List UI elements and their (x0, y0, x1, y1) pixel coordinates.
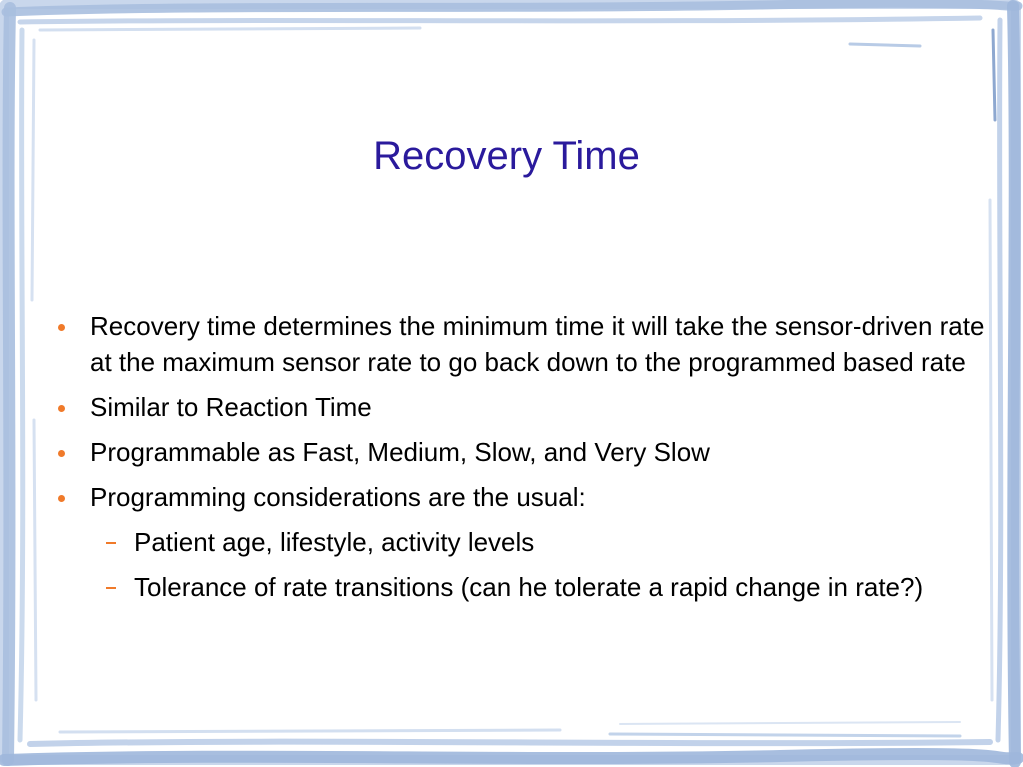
bullet-item (56, 479, 991, 515)
bullet-dot-icon (58, 324, 65, 331)
bullet-dot-icon (58, 495, 65, 502)
bullet-item (56, 308, 991, 380)
bullet-item (56, 434, 991, 470)
sub-bullet-item (56, 524, 991, 560)
sub-bullet-text: Patient age, lifestyle, activity levels (134, 527, 535, 557)
sub-bullet-dash-icon (106, 587, 116, 589)
sub-bullet-dash-icon (106, 542, 116, 544)
bullet-text: Similar to Reaction Time (90, 392, 372, 422)
bullet-item (56, 389, 991, 425)
bullet-text: Programmable as Fast, Medium, Slow, and Very Slow (90, 437, 710, 467)
slide-title: Recovery Time (373, 134, 640, 178)
sub-bullet-text: Tolerance of rate transitions (can he tolerate a rapid change in rate?) (134, 572, 924, 602)
bullet-dot-icon (58, 405, 65, 412)
bullet-text: Recovery time determines the minimum time it will take the sensor-driven rate at the maximum sensor rate to go back down to the programmed based rate (90, 311, 985, 377)
bullet-list (56, 308, 991, 614)
bullet-text: Programming considerations are the usual: (90, 482, 586, 512)
bullet-dot-icon (58, 450, 65, 457)
sub-bullet-item (56, 569, 991, 605)
